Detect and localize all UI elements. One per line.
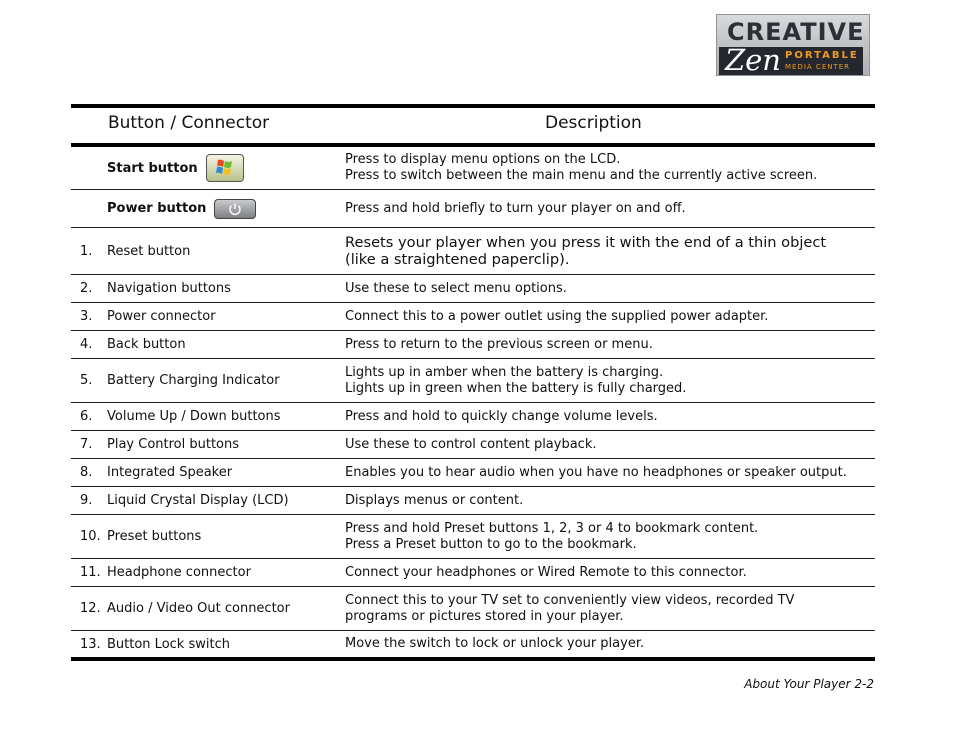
description-line: Press to return to the previous screen or menu.: [345, 336, 653, 352]
row-description: [345, 228, 869, 274]
table-row: [71, 487, 875, 515]
row-label-cell: [71, 587, 337, 630]
row-label: Power button: [107, 201, 207, 216]
table-row: [71, 631, 875, 657]
row-label: Integrated Speaker: [107, 465, 233, 480]
description-line: Use these to control content playback.: [345, 436, 597, 452]
logo-subtitle-media-center: MEDIA CENTER: [785, 63, 851, 71]
row-number: 8.: [80, 465, 93, 480]
row-label: Preset buttons: [107, 529, 202, 544]
table-row: [71, 275, 875, 303]
row-label-cell: [71, 275, 337, 302]
description-line: (like a straightened paperclip).: [345, 251, 570, 268]
table-row: [71, 431, 875, 459]
table-row: [71, 559, 875, 587]
windows-start-icon: [206, 154, 244, 182]
row-description: [345, 359, 869, 402]
column-header-button-connector: Button / Connector: [108, 113, 270, 133]
row-description: [345, 587, 869, 630]
row-label: Audio / Video Out connector: [107, 601, 290, 616]
row-label-cell: [71, 403, 337, 430]
creative-zen-logo: [716, 14, 870, 76]
row-label-cell: [71, 487, 337, 514]
row-label-cell: [71, 331, 337, 358]
row-number: 9.: [80, 493, 93, 508]
description-line: Use these to select menu options.: [345, 280, 567, 296]
row-description: [345, 487, 869, 514]
description-line: Connect this to your TV set to conveniently view videos, recorded TV: [345, 592, 795, 608]
logo-brand: CREATIVE: [727, 18, 865, 46]
row-number: 2.: [80, 281, 93, 296]
table-row: [71, 587, 875, 631]
row-label: Battery Charging Indicator: [107, 373, 280, 388]
table-row: [71, 228, 875, 275]
row-label: Power connector: [107, 309, 216, 324]
row-label-cell: [71, 147, 337, 189]
table-bottom-rule: [71, 657, 875, 661]
table-top-rule: [71, 104, 875, 108]
row-label-cell: [71, 559, 337, 586]
description-line: Press to display menu options on the LCD.: [345, 152, 621, 167]
row-description: [345, 303, 869, 330]
row-label-cell: [71, 303, 337, 330]
page-footer: About Your Player 2-2: [744, 677, 874, 691]
row-description: [345, 331, 869, 358]
row-number: 4.: [80, 337, 93, 352]
row-label: Play Control buttons: [107, 437, 240, 452]
row-label-cell: [71, 359, 337, 402]
description-line: Displays menus or content.: [345, 492, 524, 508]
row-number: 11.: [80, 565, 101, 580]
row-label: Button Lock switch: [107, 636, 230, 652]
row-label: Back button: [107, 337, 186, 352]
row-number: 12.: [80, 601, 101, 616]
row-label-cell: [71, 431, 337, 458]
row-description: [345, 403, 869, 430]
table-row: [71, 190, 875, 228]
row-label: Volume Up / Down buttons: [107, 409, 281, 424]
description-line: Press a Preset button to go to the bookmark.: [345, 536, 637, 552]
row-label-cell: [71, 190, 337, 227]
row-label: Headphone connector: [107, 565, 251, 580]
column-header-description: Description: [545, 113, 642, 133]
row-number: 5.: [80, 373, 93, 388]
row-label-cell: [71, 515, 337, 558]
row-description: [345, 559, 869, 586]
row-number: 3.: [80, 309, 93, 324]
row-number: 6.: [80, 409, 93, 424]
row-label: Reset button: [107, 243, 191, 259]
row-label-cell: [71, 459, 337, 486]
description-line: programs or pictures stored in your player.: [345, 608, 624, 624]
description-line: Connect this to a power outlet using the supplied power adapter.: [345, 308, 769, 324]
row-label: Start button: [107, 160, 198, 176]
description-line: Lights up in green when the battery is fully charged.: [345, 380, 687, 396]
row-label: Liquid Crystal Display (LCD): [107, 493, 289, 508]
description-line: Connect your headphones or Wired Remote to this connector.: [345, 564, 747, 580]
table-row: [71, 331, 875, 359]
row-description: [345, 431, 869, 458]
row-description: [345, 190, 869, 227]
row-number: 7.: [80, 437, 93, 452]
table-row: [71, 359, 875, 403]
row-number: 13.: [80, 636, 101, 652]
table-row: [71, 459, 875, 487]
row-number: 1.: [80, 243, 93, 259]
description-line: Press and hold briefly to turn your player on and off.: [345, 200, 686, 216]
logo-subtitle-portable: PORTABLE: [785, 50, 859, 61]
power-icon: [214, 199, 256, 219]
table-row: [71, 147, 875, 190]
row-description: [345, 147, 869, 189]
description-line: Press and hold Preset buttons 1, 2, 3 or 4 to bookmark content.: [345, 520, 759, 536]
description-line: Press to switch between the main menu and the currently active screen.: [345, 168, 818, 183]
logo-band: [719, 43, 863, 77]
row-description: [345, 631, 869, 657]
row-description: [345, 275, 869, 302]
logo-product: Zen: [725, 43, 781, 77]
table-row: [71, 403, 875, 431]
description-line: Press and hold to quickly change volume levels.: [345, 408, 658, 424]
description-line: Enables you to hear audio when you have no headphones or speaker output.: [345, 464, 847, 480]
description-line: Move the switch to lock or unlock your player.: [345, 636, 645, 651]
row-label: Navigation buttons: [107, 281, 231, 296]
description-line: Resets your player when you press it with the end of a thin object: [345, 234, 827, 251]
row-description: [345, 515, 869, 558]
table-row: [71, 515, 875, 559]
row-description: [345, 459, 869, 486]
description-line: Lights up in amber when the battery is charging.: [345, 364, 664, 380]
row-label-cell: [71, 631, 337, 657]
row-number: 10.: [80, 529, 101, 544]
table-row: [71, 303, 875, 331]
row-label-cell: [71, 228, 337, 274]
